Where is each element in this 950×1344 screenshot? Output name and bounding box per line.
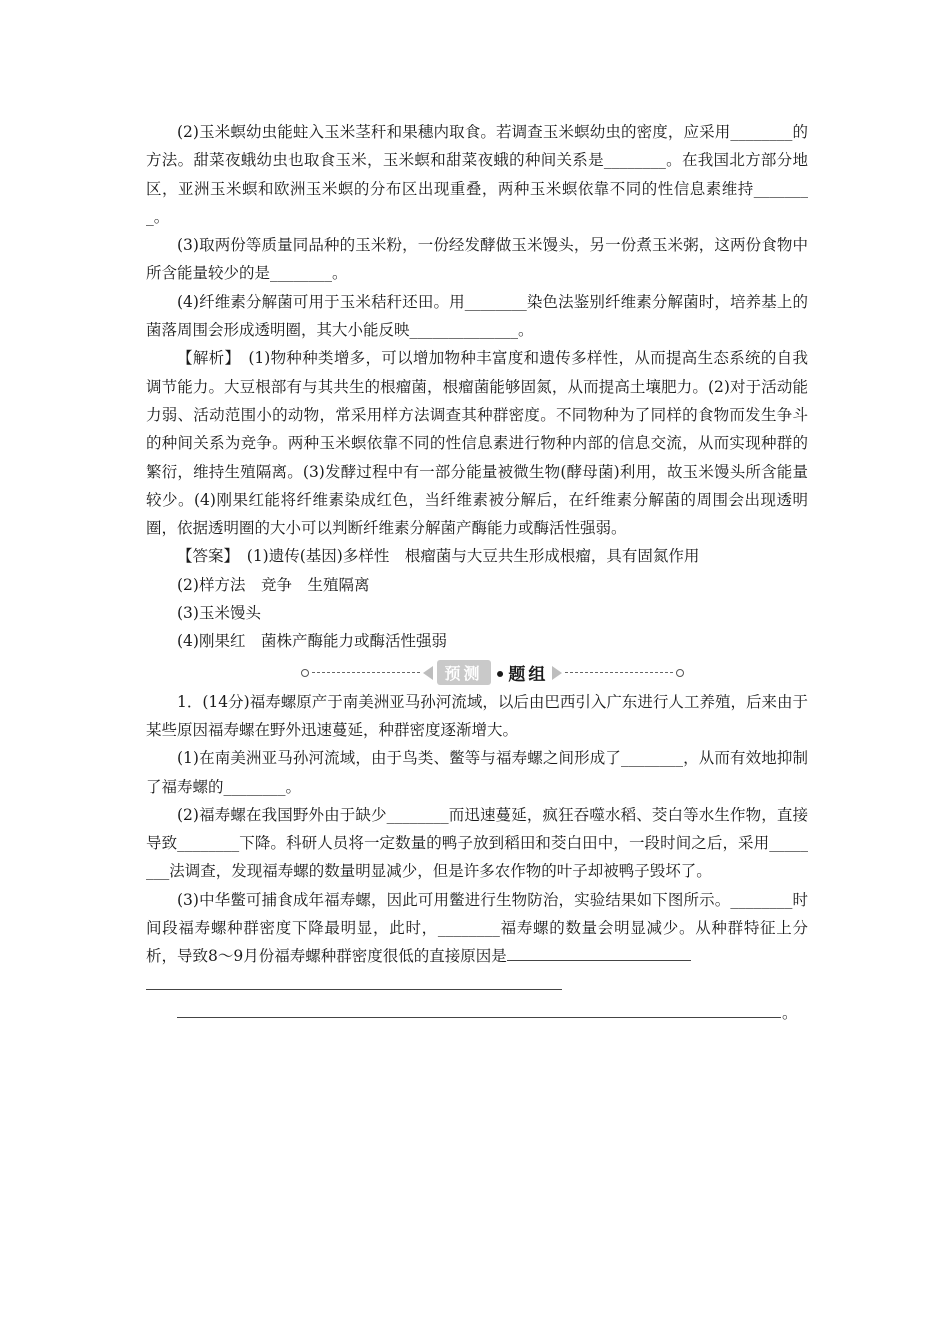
end-mark: 。 [782,1003,798,1022]
answer-blank-rule-1 [146,989,562,990]
group-title: •题组 [494,665,549,686]
prediction-badge: 预测 [437,660,491,685]
section-divider [146,658,808,688]
question-1-part-2: (2)福寿螺在我国野外由于缺少________而迅速蔓延，疯狂吞噬水稻、茭白等水生作物，直接导致________下降。科研人员将一定数量的鸭子放到稻田和茭白田中，一段时间之后，采用________法调查，发现福寿螺的数量明显减少，但是许多农作物的叶子却被鸭子毁坏了。 [146,805,808,881]
triangle-right-icon [552,666,562,680]
answer-blank-row-1 [146,971,808,999]
divider-dash-right [565,672,673,673]
answer-label: 【答案】 [177,547,232,566]
question-1-part-3 [146,886,808,971]
analysis-text: (1)物种种类增多，可以增加物种丰富度和遗传多样性，从而提高生态系统的自我调节能力。大豆根部有与其共生的根瘤菌，根瘤菌能够固氮，从而提高土壤肥力。(2)对于活动能力弱、活动范围小的动物，常采用样方法调查其种群密度。不同物种为了同样的食物而发生争斗的种间关系为竞争。两种玉米螟依靠不同的性信息素进行物种内部的信息交流，从而实现种群的繁衍，维持生殖隔离。(3)发酵过程中有一部分能量被微生物(酵母菌)利用，故玉米馒头所含能量较少。(4)刚果红能将纤维素染成红色，当纤维素被分解后，在纤维素分解菌的周围会出现透明圈，依据透明圈的大小可以判断纤维素分解菌产酶能力或酶活性强弱。 [146,349,808,538]
question-1-intro: 1．(14分)福寿螺原产于南美洲亚马孙河流域，以后由巴西引入广东进行人工养殖，后来由于某些原因福寿螺在野外迅速蔓延，种群密度逐渐增大。 [146,692,808,739]
answer-line-2: (2)样方法 竞争 生殖隔离 [177,575,370,594]
answer-blank-rule-2 [177,1017,781,1018]
question-part-4: (4)纤维素分解菌可用于玉米秸秆还田。用________染色法鉴别纤维素分解菌时，培养基上的菌落周围会形成透明圈，其大小能反映______________。 [146,292,808,340]
question-part-3: (3)取两份等质量同品种的玉米粉，一份经发酵做玉米馒头，另一份煮玉米粥，这两份食物中所含能量较少的是________。 [146,236,808,283]
divider-dot-right [676,669,684,677]
answer-blank-row-2 [146,999,808,1027]
answer-text-1: (1)遗传(基因)多样性 根瘤菌与大豆共生形成根瘤，具有固氮作用 [231,547,700,566]
answer-line-4: (4)刚果红 菌株产酶能力或酶活性强弱 [177,632,447,651]
divider-dash-left [312,672,420,673]
document-page [146,118,808,1027]
question-part-2: (2)玉米螟幼虫能蛀入玉米茎秆和果穗内取食。若调查玉米螟幼虫的密度，应采用________的方法。甜菜夜蛾幼虫也取食玉米，玉米螟和甜菜夜蛾的种间关系是________。在我国北方部分地区，亚洲玉米螟和欧洲玉米螟的分布区出现重叠，两种玉米螟依靠不同的性信息素维持________。 [146,123,808,226]
analysis-label: 【解析】 [177,349,233,368]
answer-line-1 [146,542,808,570]
answer-blank-line [507,946,691,961]
question-1-part-1: (1)在南美洲亚马孙河流域，由于鸟类、鳖等与福寿螺之间形成了________，从而有效地抑制了福寿螺的________。 [146,749,808,796]
triangle-left-icon [423,666,433,680]
question-1-part-3-text: (3)中华鳖可捕食成年福寿螺，因此可用鳖进行生物防治，实验结果如下图所示。________时间段福寿螺种群密度下降最明显，此时，________福寿螺的数量会明显减少。从种群特征上分析，导致8～9月份福寿螺种群密度很低的直接原因是 [146,890,808,966]
divider-dot-left [301,669,309,677]
answer-line-3: (3)玉米馒头 [177,604,261,623]
analysis-block [146,344,808,542]
